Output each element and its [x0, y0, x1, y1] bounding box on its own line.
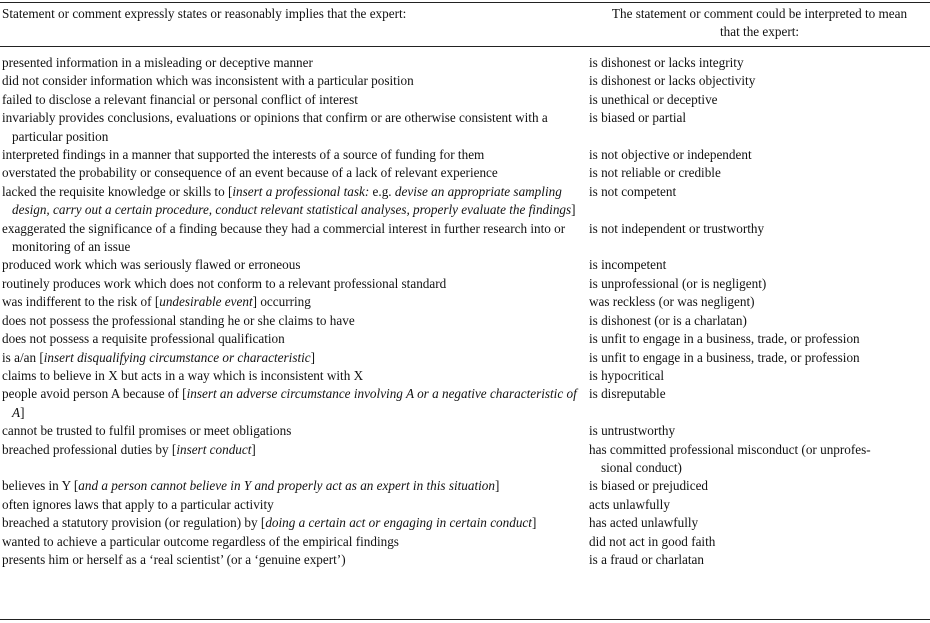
table-row: [0, 164, 930, 182]
statement-placeholder: and a person cannot believe in Y and properly act as an expert in this situation: [78, 478, 495, 494]
statement-text: routinely produces work which does not conform to a relevant professional standard: [2, 275, 447, 291]
statement-text: ]: [531, 515, 537, 531]
statement-cell: [0, 385, 589, 422]
statement-text: ]: [571, 202, 576, 218]
interpretation-cell: [589, 330, 930, 348]
table-row: [0, 146, 930, 164]
interpretation-text: sional conduct): [601, 459, 682, 475]
interpretation-text: is unfit to engage in a business, trade, or profession: [589, 349, 860, 365]
interpretation-text: is a fraud or charlatan: [589, 551, 704, 567]
statement-cell: [0, 312, 589, 330]
interpretation-text: has committed professional misconduct (or unprofes-: [589, 441, 871, 457]
statement-placeholder: insert conduct: [176, 441, 252, 457]
interpretation-cell: [589, 91, 930, 109]
statement-cell: [0, 533, 589, 551]
table-row: [0, 496, 930, 514]
statement-text: produced work which was seriously flawed or erroneous: [2, 257, 301, 273]
header-statement: Statement or comment expressly states or reasonably implies that the expert:: [2, 6, 407, 21]
statements-table: [0, 54, 930, 569]
statement-cell: [0, 349, 589, 367]
statement-text: was indifferent to the risk of [: [2, 294, 160, 310]
statement-cell: [0, 109, 589, 146]
table-header: [0, 5, 930, 45]
interpretation-text: is biased or partial: [589, 110, 687, 126]
statement-cell: [0, 220, 589, 257]
statement-placeholder: insert disqualifying circumstance or characteristic: [43, 349, 311, 365]
statement-text: breached a statutory provision (or regulation) by [: [2, 515, 266, 531]
interpretation-cell: [589, 183, 930, 220]
table-row: [0, 54, 930, 72]
interpretation-cell: [589, 54, 930, 72]
interpretation-text: is unprofessional (or is negligent): [589, 275, 767, 291]
table-row: [0, 367, 930, 385]
interpretation-cell: [589, 367, 930, 385]
table-row: [0, 91, 930, 109]
statement-cell: [0, 367, 589, 385]
table-row: [0, 293, 930, 311]
statement-text: presents him or herself as a ‘real scientist’ (or a ‘genuine expert’): [2, 551, 346, 567]
interpretation-cell: [589, 533, 930, 551]
statement-cell: [0, 72, 589, 90]
interpretation-cell: [589, 312, 930, 330]
interpretation-text: is incompetent: [589, 257, 667, 273]
statement-placeholder: undesirable event: [159, 294, 253, 310]
interpretation-text: did not act in good faith: [589, 533, 716, 549]
statement-cell: [0, 330, 589, 348]
statement-text: believes in Y [: [2, 478, 79, 494]
statement-cell: [0, 275, 589, 293]
table-row: [0, 275, 930, 293]
statement-text: people avoid person A because of [: [2, 386, 187, 402]
header-interpretation: [589, 5, 930, 41]
table-row: [0, 256, 930, 274]
table-row: [0, 72, 930, 90]
statement-cell: [0, 422, 589, 440]
table-row: [0, 477, 930, 495]
interpretation-cell: [589, 441, 930, 478]
interpretation-text: is not competent: [589, 183, 677, 199]
table-row: [0, 385, 930, 422]
interpretation-text: is unethical or deceptive: [589, 91, 718, 107]
interpretation-text: is dishonest or lacks objectivity: [589, 73, 756, 89]
statement-cell: [0, 183, 589, 220]
table-row: [0, 514, 930, 532]
interpretation-text: is not independent or trustworthy: [589, 220, 765, 236]
statement-text: often ignores laws that apply to a particular activity: [2, 496, 274, 512]
bottom-rule: [0, 619, 930, 620]
interpretation-cell: [589, 293, 930, 311]
header-rule: [0, 46, 930, 47]
interpretation-cell: [589, 477, 930, 495]
interpretation-cell: [589, 146, 930, 164]
interpretation-cell: [589, 164, 930, 182]
statement-text: did not consider information which was inconsistent with a particular position: [2, 73, 414, 89]
interpretation-text: is biased or prejudiced: [589, 478, 709, 494]
statement-text: overstated the probability or consequence of an event because of a lack of relevant experience: [2, 165, 498, 181]
table-row: [0, 312, 930, 330]
statement-cell: [0, 54, 589, 72]
statement-text: ]: [495, 478, 500, 494]
interpretation-text: acts unlawfully: [589, 496, 670, 512]
table-row: [0, 183, 930, 220]
interpretation-text: is not objective or independent: [589, 147, 752, 163]
statement-placeholder: devise an appropriate sampling design, carry out a certain procedure, conduct relevant statistical analyses, properly evaluate the findings: [12, 183, 572, 218]
statement-cell: [0, 514, 589, 532]
statement-text: does not possess the professional standing he or she claims to have: [2, 312, 355, 328]
table-body: [0, 54, 930, 569]
statement-text: e.g.: [369, 183, 395, 199]
statement-cell: [0, 441, 589, 478]
table-row: [0, 422, 930, 440]
statement-text: does not possess a requisite professional qualification: [2, 331, 285, 347]
interpretation-cell: [589, 496, 930, 514]
interpretation-text: is not reliable or credible: [589, 165, 721, 181]
top-rule: [0, 2, 930, 3]
statement-text: ]: [310, 349, 316, 365]
statement-text: lacked the requisite knowledge or skills to [: [2, 183, 233, 199]
statement-cell: [0, 256, 589, 274]
statement-text: interpreted findings in a manner that supported the interests of a source of funding for them: [2, 147, 485, 163]
statement-text: cannot be trusted to fulfil promises or meet obligations: [2, 423, 292, 439]
statement-text: failed to disclose a relevant financial or personal conflict of interest: [2, 91, 358, 107]
statement-cell: [0, 91, 589, 109]
interpretation-cell: [589, 385, 930, 422]
statement-text: ]: [20, 404, 25, 420]
statement-text: wanted to achieve a particular outcome regardless of the empirical findings: [2, 533, 399, 549]
statement-cell: [0, 551, 589, 569]
statement-cell: [0, 477, 589, 495]
table-row: [0, 533, 930, 551]
statement-placeholder: insert a professional task:: [232, 183, 370, 199]
statement-text: claims to believe in X but acts in a way which is inconsistent with X: [2, 367, 364, 383]
interpretation-text: is unfit to engage in a business, trade, or profession: [589, 331, 860, 347]
interpretation-cell: [589, 220, 930, 257]
statement-placeholder: insert an adverse circumstance involving A or a negative characteristic of A: [12, 386, 577, 420]
table-row: [0, 220, 930, 257]
table-row: [0, 441, 930, 478]
statement-placeholder: doing a certain act or engaging in certain conduct: [265, 515, 532, 531]
interpretation-cell: [589, 422, 930, 440]
statement-cell: [0, 496, 589, 514]
statement-text: ]: [251, 441, 256, 457]
interpretation-text: is hypocritical: [589, 367, 665, 383]
header-interpretation-line1: The statement or comment could be interpreted to mean: [611, 6, 908, 21]
interpretation-text: was reckless (or was negligent): [589, 294, 755, 310]
interpretation-cell: [589, 349, 930, 367]
statement-text: exaggerated the significance of a finding because they had a commercial interest in further research into or monitoring of an issue: [2, 220, 566, 255]
statement-text: ] occurring: [252, 294, 311, 310]
interpretation-text: is untrustworthy: [589, 423, 676, 439]
interpretation-cell: [589, 256, 930, 274]
interpretation-text: is dishonest (or is a charlatan): [589, 312, 747, 328]
interpretation-text: is disreputable: [589, 386, 666, 402]
interpretation-text: is dishonest or lacks integrity: [589, 55, 744, 70]
table-row: [0, 330, 930, 348]
table-row: [0, 109, 930, 146]
table-row: [0, 349, 930, 367]
statement-cell: [0, 293, 589, 311]
statement-text: breached professional duties by [: [2, 441, 177, 457]
interpretation-cell: [589, 551, 930, 569]
statement-text: presented information in a misleading or deceptive manner: [2, 55, 313, 70]
header-interpretation-line2: that the expert:: [719, 24, 800, 39]
table-row: [0, 551, 930, 569]
interpretation-cell: [589, 275, 930, 293]
interpretation-cell: [589, 109, 930, 146]
interpretation-cell: [589, 72, 930, 90]
statement-text: is a/an [: [2, 349, 44, 365]
statement-cell: [0, 146, 589, 164]
interpretation-text: has acted unlawfully: [589, 515, 699, 531]
interpretation-cell: [589, 514, 930, 532]
statement-cell: [0, 164, 589, 182]
statement-text: invariably provides conclusions, evaluations or opinions that confirm or are otherwise consistent with a particular position: [2, 110, 548, 144]
